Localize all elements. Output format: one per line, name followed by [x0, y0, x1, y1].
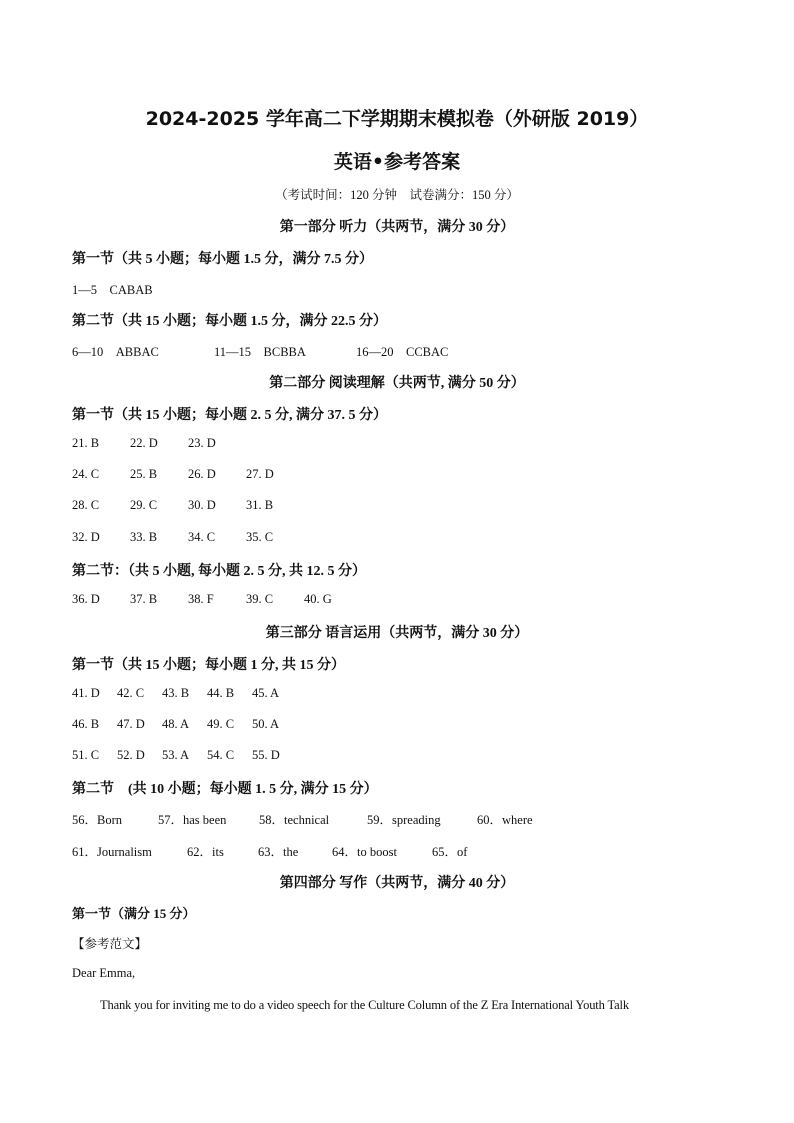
part2-sec1-heading: 第一节（共 15 小题；每小题 2. 5 分, 满分 37. 5 分） — [72, 408, 387, 423]
part3-sec1-heading: 第一节（共 15 小题；每小题 1 分, 共 15 分） — [72, 658, 345, 673]
answer-item: 31. B — [246, 498, 274, 512]
answer-item: 45. A — [252, 686, 280, 700]
answer-row — [72, 842, 467, 860]
answer-item: 38. F — [188, 592, 214, 606]
answer-item: 61．Journalism — [72, 845, 152, 859]
answer-item: 50. A — [252, 717, 280, 731]
part1-heading: 第一部分 听力（共两节，满分 30 分） — [279, 220, 515, 235]
answer-row — [72, 592, 362, 607]
answer-item: 30. D — [188, 498, 216, 512]
answer-item: 43. B — [162, 686, 190, 700]
answer-item: 34. C — [188, 530, 216, 544]
answer-item: 23. D — [188, 436, 216, 450]
answer-item: 56．Born — [72, 813, 123, 827]
page-title: 2024-2025 学年高二下学期期末模拟卷（外研版 2019） — [145, 108, 649, 130]
answer-item: 46. B — [72, 717, 100, 731]
answer-group: 11—15 BCBBA — [214, 345, 306, 359]
answer-item: 48. A — [162, 717, 190, 731]
answer-row — [72, 810, 533, 828]
answer-item: 58．technical — [259, 813, 330, 827]
answer-row — [72, 717, 297, 732]
answer-item: 51. C — [72, 748, 100, 762]
answer-item: 64．to boost — [332, 845, 397, 859]
answer-item: 32. D — [72, 530, 100, 544]
answer-item: 59．spreading — [367, 813, 441, 827]
essay-greeting: Dear Emma, — [72, 966, 136, 980]
answer-row — [72, 498, 304, 513]
answer-item: 60．where — [477, 813, 533, 827]
answer-item: 28. C — [72, 498, 100, 512]
exam-info: （考试时间：120 分钟 试卷满分：150 分） — [275, 188, 519, 202]
part4-heading: 第四部分 写作（共两节，满分 40 分） — [279, 876, 515, 891]
essay-paragraph: Thank you for inviting me to do a video speech for the Culture Column of the Z Era International Youth Talk — [100, 998, 629, 1012]
part4-sec1-heading: 第一节（满分 15 分） — [72, 906, 196, 921]
answer-item: 54. C — [207, 748, 235, 762]
answer-item: 24. C — [72, 467, 100, 481]
answer-row — [72, 436, 246, 451]
answer-item: 35. C — [246, 530, 274, 544]
answer-item: 33. B — [130, 530, 158, 544]
answer-item: 53. A — [162, 748, 190, 762]
answer-item: 29. C — [130, 498, 158, 512]
answer-item: 39. C — [246, 592, 274, 606]
answer-item: 37. B — [130, 592, 158, 606]
answer-row — [72, 280, 153, 298]
answer-item: 63．the — [258, 845, 299, 859]
part3-heading: 第三部分 语言运用（共两节，满分 30 分） — [265, 626, 529, 641]
answer-item: 26. D — [188, 467, 216, 481]
answer-item: 41. D — [72, 686, 100, 700]
answer-item: 62．its — [187, 845, 224, 859]
answer-item: 25. B — [130, 467, 158, 481]
answer-item: 52. D — [117, 748, 145, 762]
answer-row — [72, 686, 297, 701]
answer-item: 21. B — [72, 436, 100, 450]
page-subtitle: 英语•参考答案 — [333, 151, 461, 173]
answer-item: 55. D — [252, 748, 280, 762]
answer-row — [72, 342, 448, 360]
answer-item: 44. B — [207, 686, 235, 700]
answer-item: 57．has been — [158, 813, 227, 827]
answer-item: 22. D — [130, 436, 158, 450]
answer-item: 47. D — [117, 717, 145, 731]
answer-group: 6—10 ABBAC — [72, 345, 159, 359]
answer-group: 1—5 CABAB — [72, 283, 153, 297]
answer-item: 49. C — [207, 717, 235, 731]
part2-sec2-heading: 第二节：（共 5 小题, 每小题 2. 5 分, 共 12. 5 分） — [72, 564, 366, 579]
answer-item: 27. D — [246, 467, 274, 481]
answer-item: 65．of — [432, 845, 468, 859]
answer-row — [72, 530, 304, 545]
part1-sec1-heading: 第一节（共 5 小题；每小题 1.5 分，满分 7.5 分） — [72, 252, 373, 267]
answer-group: 16—20 CCBAC — [356, 345, 449, 359]
answer-row — [72, 748, 297, 763]
part2-heading: 第二部分 阅读理解（共两节, 满分 50 分） — [269, 376, 525, 391]
answer-item: 40. G — [304, 592, 332, 606]
answer-item: 42. C — [117, 686, 145, 700]
part3-sec2-heading: 第二节 (共 10 小题；每小题 1. 5 分, 满分 15 分） — [72, 782, 378, 797]
part1-sec2-heading: 第二节（共 15 小题；每小题 1.5 分，满分 22.5 分） — [72, 314, 387, 329]
reference-essay-label: 【参考范文】 — [72, 937, 148, 951]
answer-item: 36. D — [72, 592, 100, 606]
answer-row — [72, 467, 304, 482]
